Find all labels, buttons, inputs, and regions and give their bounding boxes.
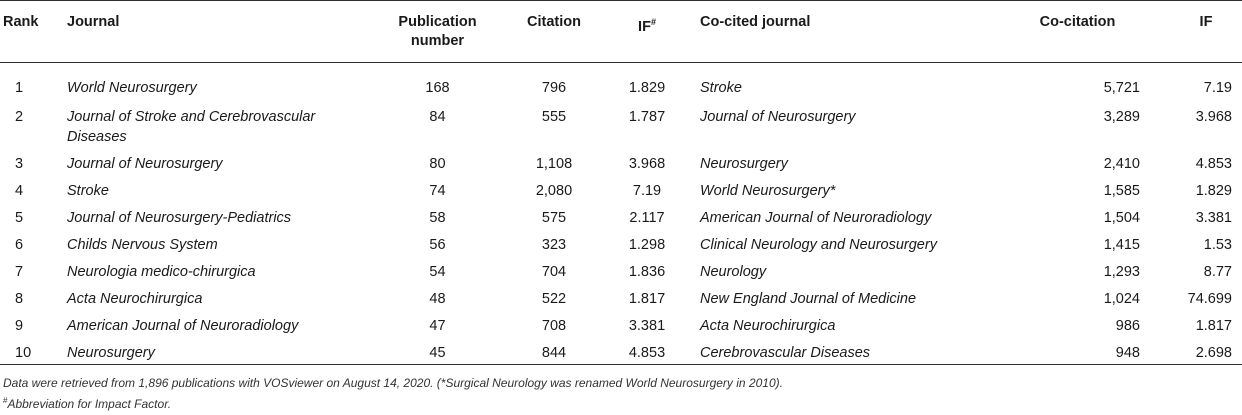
cell-if-cocited: 8.77 [1203,263,1232,280]
cell-if: 1.829 [628,80,666,96]
cell-citation: 522 [541,290,567,307]
footnote-if-mark: # [3,396,8,405]
cell-journal: Stroke [67,182,109,199]
cell-cocited-journal: Cerebrovascular Diseases [700,344,871,361]
cell-if-cocited: 2.698 [1195,344,1232,361]
cell-publication-number: 45 [429,344,446,361]
table-row [0,101,1242,148]
header-cocited-journal: Co-cited journal [700,14,811,30]
cell-cocitation: 5,721 [1103,80,1140,96]
table-row [0,256,1242,283]
table-header [0,1,1242,63]
cell-if: 3.968 [628,155,666,172]
cell-if: 2.117 [629,209,665,226]
table-row [0,283,1242,310]
cell-if: 7.19 [632,182,662,199]
table-row [0,202,1242,229]
cell-journal: Acta Neurochirurgica [67,290,203,307]
cell-journal: Journal of Stroke and Cerebrovascular Diseases [67,108,316,145]
cell-journal: Childs Nervous System [67,236,218,253]
cell-journal: American Journal of Neuroradiology [67,317,299,334]
header-if [608,1,686,63]
cell-citation: 2,080 [535,182,573,199]
cell-if: 1.298 [628,236,666,253]
cell-publication-number: 168 [425,80,450,96]
cell-citation: 575 [541,209,567,226]
cell-cocitation: 1,024 [1103,290,1140,307]
cell-journal: Journal of Neurosurgery-Pediatrics [67,209,292,226]
cell-rank: 9 [15,317,24,334]
cell-cocitation: 1,504 [1103,209,1140,226]
table-body [0,63,1242,365]
cell-if-cocited: 1.53 [1203,236,1232,253]
cell-rank: 8 [15,290,24,307]
cell-cocitation: 948 [1115,344,1140,361]
header-publication-number: Publication number [398,14,477,49]
cell-if-cocited: 3.381 [1195,209,1232,226]
cell-publication-number: 56 [429,236,446,253]
table-row [0,310,1242,337]
cell-cocited-journal: Stroke [700,80,742,96]
footnote-if-text: Abbreviation for Impact Factor. [7,397,172,411]
cell-rank: 7 [15,263,24,280]
cell-publication-number: 58 [429,209,446,226]
cell-if: 4.853 [628,344,666,361]
table-footnotes [3,375,783,413]
cell-rank: 5 [15,209,24,226]
table-row [0,337,1242,365]
cell-journal: Neurologia medico-chirurgica [67,263,256,280]
cell-cocitation: 3,289 [1103,108,1140,125]
header-citation: Citation [527,14,581,30]
cell-publication-number: 84 [429,108,446,125]
cell-rank: 6 [15,236,24,253]
cell-if-cocited: 3.968 [1195,108,1232,125]
cell-cocited-journal: New England Journal of Medicine [700,290,917,307]
cell-if: 1.787 [628,108,666,125]
cell-cocited-journal: Acta Neurochirurgica [700,317,836,334]
table-row [0,175,1242,202]
cell-rank: 1 [15,80,24,96]
cell-if-cocited: 1.829 [1195,182,1232,199]
table-row [0,148,1242,175]
cell-citation: 555 [541,108,567,125]
table-row [0,229,1242,256]
header-journal: Journal [67,14,120,30]
cell-cocited-journal: Journal of Neurosurgery [700,108,856,125]
header-if-label: IF [638,18,651,35]
cell-publication-number: 48 [429,290,446,307]
cell-citation: 844 [541,344,567,361]
cell-citation: 796 [541,80,567,96]
cell-journal: Neurosurgery [67,344,155,361]
cell-publication-number: 80 [429,155,446,172]
cell-citation: 708 [541,317,567,334]
cell-if-cocited: 7.19 [1203,80,1232,96]
cell-citation: 1,108 [535,155,573,172]
cell-rank: 2 [15,108,24,125]
cell-cocited-journal: American Journal of Neuroradiology [700,209,932,226]
cell-cocitation: 1,585 [1103,182,1140,199]
cell-if-cocited: 74.699 [1187,290,1232,307]
cell-if-cocited: 4.853 [1195,155,1232,172]
cell-if-cocited: 1.817 [1195,317,1232,334]
cell-cocitation: 986 [1115,317,1140,334]
cell-publication-number: 47 [429,317,446,334]
cell-publication-number: 74 [429,182,446,199]
footnote-if [3,392,783,413]
cell-if: 1.817 [628,290,666,307]
cell-cocitation: 2,410 [1103,155,1140,172]
header-cocitation: Co-citation [1039,14,1116,30]
cell-cocitation: 1,293 [1103,263,1140,280]
cell-cocited-journal: Neurology [700,263,767,280]
cell-if: 1.836 [628,263,666,280]
cell-journal: World Neurosurgery [67,80,197,96]
header-if-cocited: IF [1199,14,1213,30]
cell-if: 3.381 [628,317,666,334]
cell-citation: 323 [541,236,567,253]
cell-citation: 704 [541,263,567,280]
header-row [0,1,1242,63]
cell-publication-number: 54 [429,263,446,280]
table-row [0,63,1242,101]
cell-journal: Journal of Neurosurgery [67,155,223,172]
cell-rank: 10 [15,344,32,361]
cell-cocited-journal: Neurosurgery [700,155,788,172]
cell-cocited-journal: Clinical Neurology and Neurosurgery [700,236,937,253]
cell-cocitation: 1,415 [1103,236,1140,253]
header-rank: Rank [3,14,39,30]
header-if-mark: # [650,17,656,27]
footnote-data-source: Data were retrieved from 1,896 publications with VOSviewer on August 14, 2020. (*Surgical Neurology was renamed World Neurosurgery in 2010). [3,376,783,390]
cell-rank: 3 [15,155,24,172]
cell-rank: 4 [15,182,24,199]
cell-cocited-journal: World Neurosurgery* [700,182,836,199]
